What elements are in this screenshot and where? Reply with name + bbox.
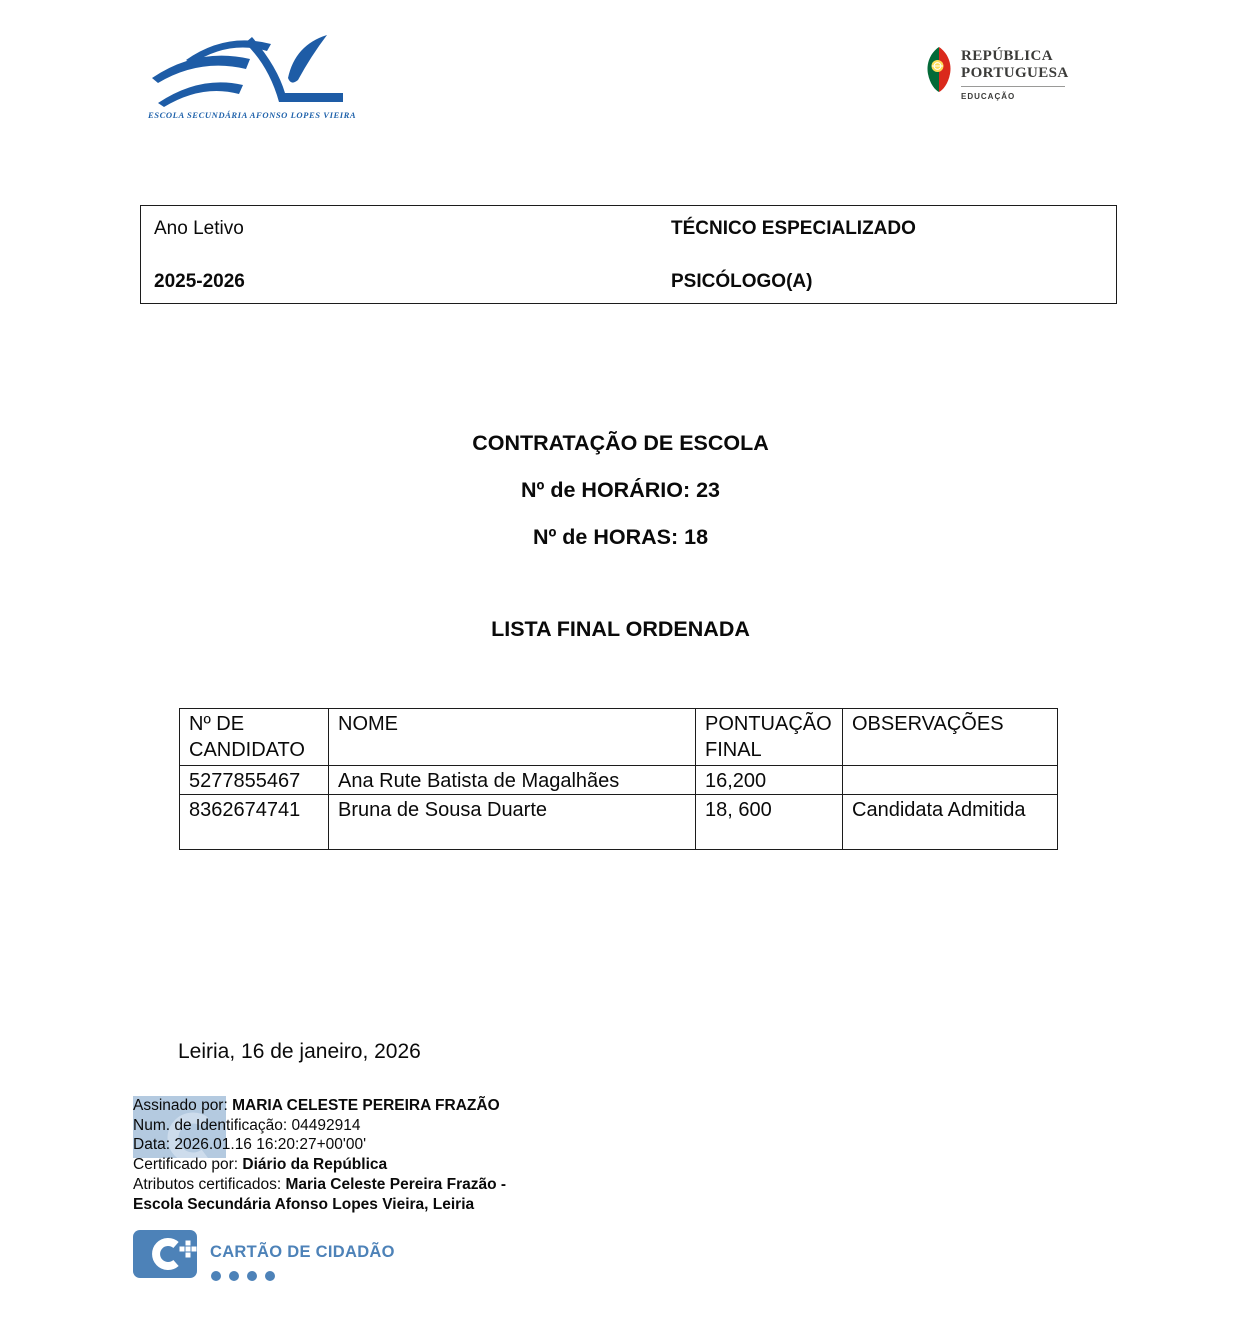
document-title: CONTRATAÇÃO DE ESCOLA	[472, 431, 769, 455]
col-header-name: NOME	[329, 709, 696, 766]
school-logo-icon	[148, 32, 344, 108]
certified-by-label: Certificado por:	[133, 1156, 243, 1174]
final-list-heading: LISTA FINAL ORDENADA	[491, 617, 750, 641]
observations-cell	[843, 766, 1058, 795]
table-row	[180, 766, 1058, 795]
signed-by-label: Assinado por:	[133, 1097, 233, 1114]
place-date-line: Leiria, 16 de janeiro, 2026	[178, 1040, 421, 1063]
government-logo-line2: PORTUGUESA	[961, 64, 1069, 81]
final-score-cell: 18, 600	[696, 795, 843, 850]
signed-by-line	[133, 1096, 506, 1116]
candidate-name-cell: Ana Rute Batista de Magalhães	[329, 766, 696, 795]
table-row	[180, 795, 1058, 850]
school-logo-label: ESCOLA SECUNDÁRIA AFONSO LOPES VIEIRA	[148, 110, 357, 120]
table-header-row	[180, 709, 1058, 766]
horas-heading: Nº de HORAS: 18	[532, 525, 709, 549]
id-number-line: Num. de Identificação: 04492914	[133, 1116, 361, 1134]
observations-cell: Candidata Admitida	[843, 795, 1058, 850]
candidate-number-cell: 8362674741	[180, 795, 329, 850]
attributes-value-line2: Escola Secundária Afonso Lopes Vieira, Leiria	[133, 1195, 475, 1213]
candidate-number-cell: 5277855467	[180, 766, 329, 795]
dot-icon	[265, 1271, 275, 1281]
digital-signature-block	[133, 1096, 506, 1214]
category-label: TÉCNICO ESPECIALIZADO	[671, 218, 916, 239]
dot-icon	[229, 1271, 239, 1281]
government-logo-divider	[961, 86, 1065, 87]
final-score-cell: 16,200	[696, 766, 843, 795]
portugal-flag-icon	[925, 46, 952, 93]
candidate-name-cell: Bruna de Sousa Duarte	[329, 795, 696, 850]
ano-letivo-value: 2025-2026	[154, 271, 245, 292]
government-logo	[925, 46, 1069, 101]
attributes-label: Atributos certificados:	[133, 1175, 286, 1193]
col-header-final-score: PONTUAÇÃO FINAL	[696, 709, 843, 766]
signed-by-value: MARIA CELESTE PEREIRA FRAZÃO	[232, 1097, 500, 1114]
citizen-card-label: CARTÃO DE CIDADÃO	[210, 1243, 395, 1261]
school-logo	[148, 32, 357, 120]
horario-heading: Nº de HORÁRIO: 23	[521, 478, 720, 502]
attributes-value-line1: Maria Celeste Pereira Frazão -	[285, 1175, 507, 1193]
ano-letivo-label: Ano Letivo	[154, 218, 244, 239]
position-label: PSICÓLOGO(A)	[671, 271, 813, 292]
dot-icon	[211, 1271, 221, 1281]
dot-icon	[247, 1271, 257, 1281]
certified-by-line	[133, 1155, 506, 1175]
government-logo-ministry: EDUCAÇÃO	[961, 92, 1016, 101]
government-logo-line1: REPÚBLICA	[961, 48, 1053, 64]
results-table	[179, 708, 1058, 850]
header-box	[140, 205, 1117, 304]
certified-by-value: Diário da República	[242, 1156, 388, 1174]
col-header-candidate-number: Nº DE CANDIDATO	[180, 709, 329, 766]
certified-attributes-line	[133, 1175, 506, 1195]
citizen-card-dots	[211, 1271, 275, 1281]
citizen-card-icon	[133, 1230, 197, 1278]
signature-date-line: Data: 2026.01.16 16:20:27+00'00'	[133, 1136, 367, 1154]
citizen-card-logo	[133, 1230, 433, 1290]
col-header-observations: OBSERVAÇÕES	[843, 709, 1058, 766]
